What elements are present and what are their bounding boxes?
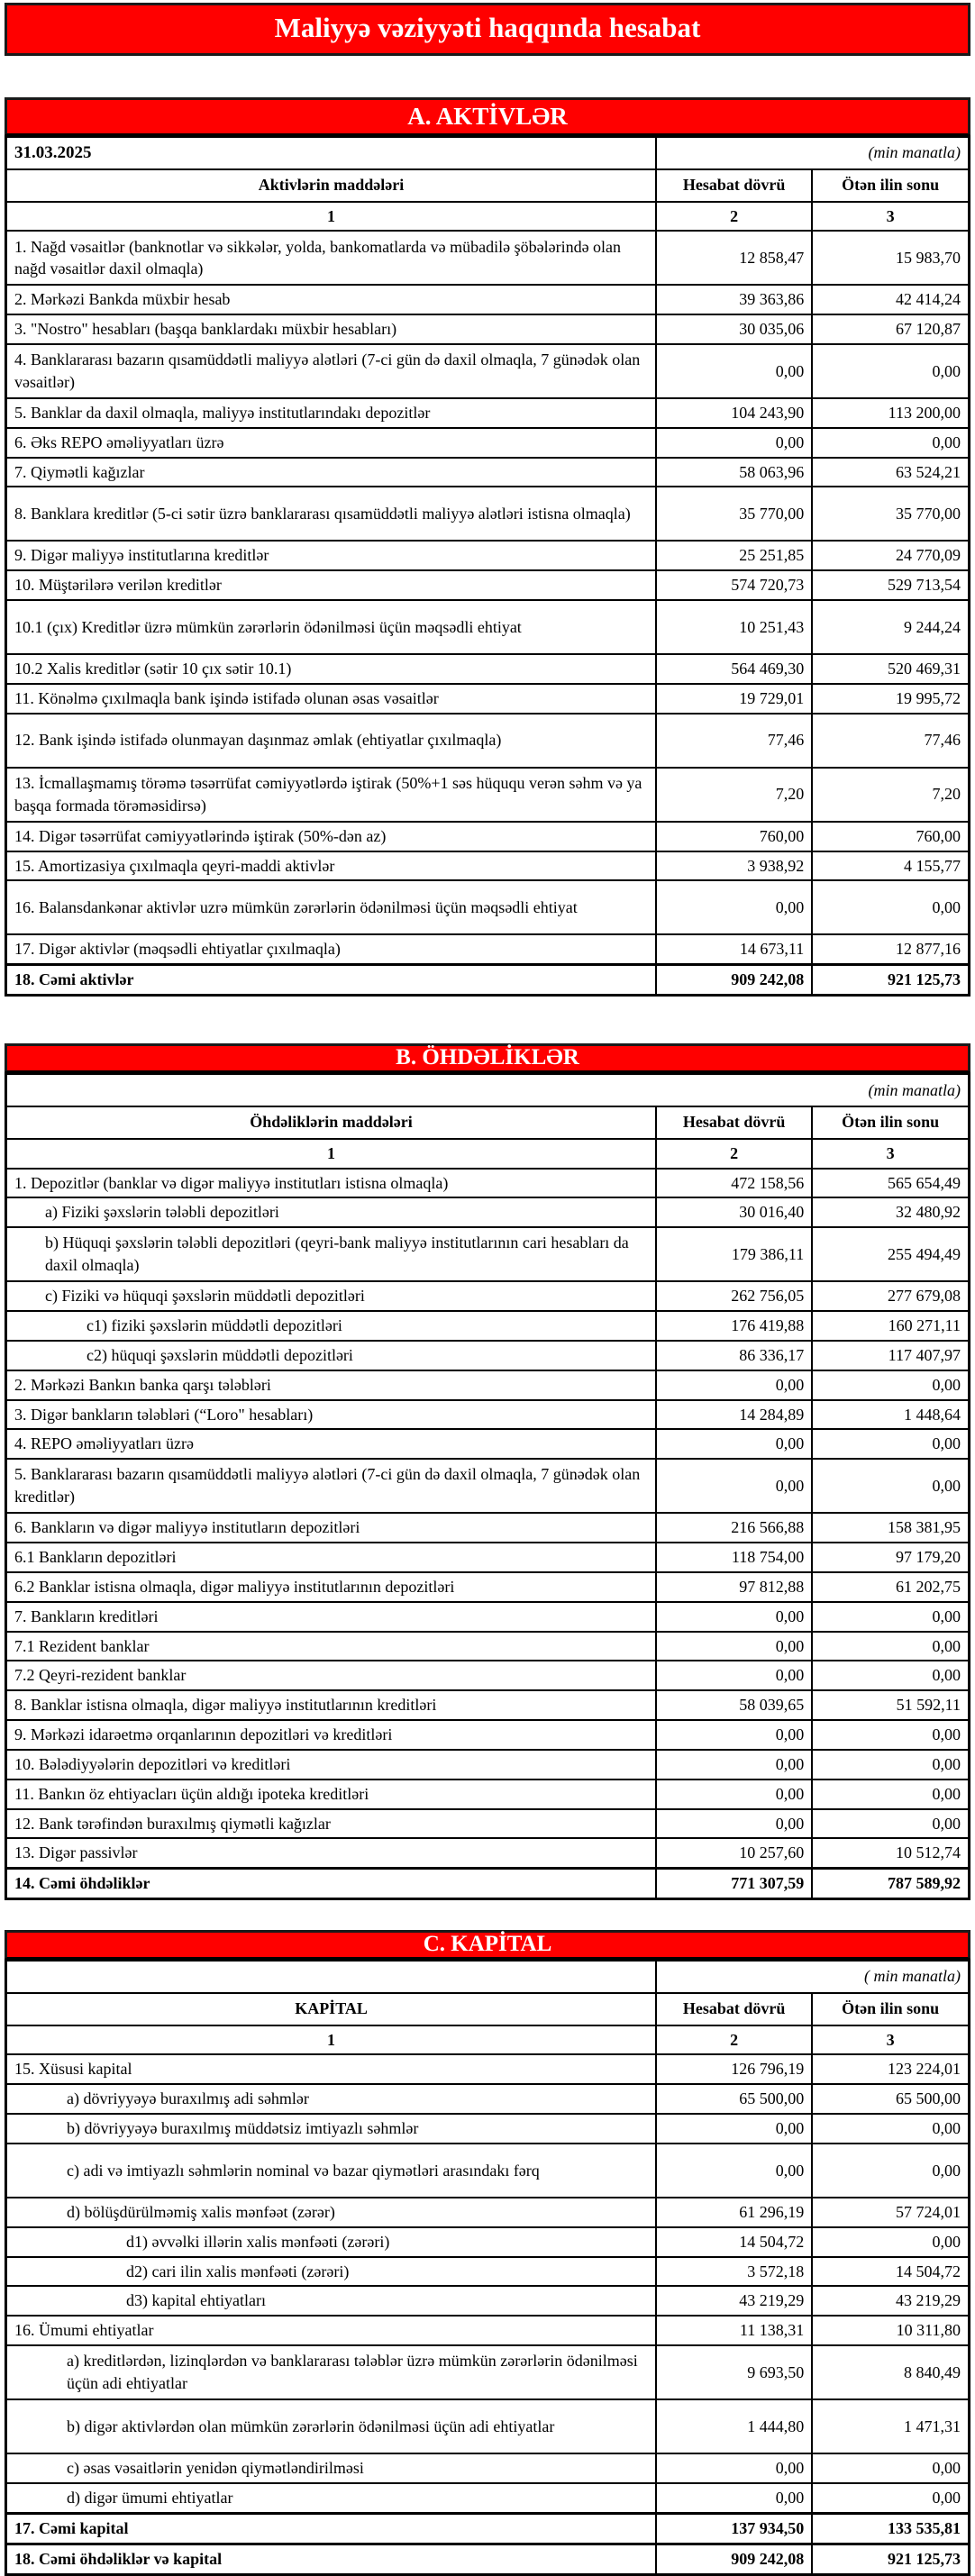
unit-note: ( min manatla) <box>656 1961 969 1993</box>
value-previous: 0,00 <box>812 2144 969 2198</box>
table-row <box>6 1690 970 1720</box>
value-previous: 133 535,81 <box>812 2513 969 2544</box>
row-label: 10.1 (çıx) Kreditlər üzrə mümkün zərərlərin ödənilməsi üçün məqsədli ehtiyat <box>6 600 657 654</box>
value-current: 0,00 <box>656 2483 812 2513</box>
value-previous: 0,00 <box>812 1459 969 1513</box>
table-row <box>6 1227 970 1281</box>
value-previous: 760,00 <box>812 822 969 851</box>
value-current: 216 566,88 <box>656 1513 812 1543</box>
row-label: d1) əvvəlki illərin xalis mənfəəti (zərəri) <box>6 2227 657 2257</box>
meta-row <box>6 1961 970 1993</box>
value-current: 1 444,80 <box>656 2399 812 2453</box>
meta-row <box>6 1074 970 1106</box>
row-label: c) adi və imtiyazlı səhmlərin nominal və bazar qiymətləri arasındakı fərq <box>6 2144 657 2198</box>
table-row <box>6 822 970 851</box>
value-current: 0,00 <box>656 1632 812 1661</box>
value-previous: 158 381,95 <box>812 1513 969 1543</box>
table-row <box>6 1341 970 1370</box>
table-row <box>6 1661 970 1690</box>
value-current: 58 063,96 <box>656 458 812 487</box>
row-label: 10. Müştərilərə verilən kreditlər <box>6 570 657 600</box>
value-previous: 0,00 <box>812 1780 969 1809</box>
value-current: 0,00 <box>656 428 812 458</box>
value-current: 564 469,30 <box>656 654 812 684</box>
row-label: 8. Banklar istisna olmaqla, digər maliyyə institutlarının kreditləri <box>6 1690 657 1720</box>
value-previous: 520 469,31 <box>812 654 969 684</box>
row-label: 13. İcmallaşmamış törəmə təsərrüfat cəmiyyətlərdə iştirak (50%+1 səs hüququ verən səhm və ya başqa formada törəməsidirsə) <box>6 768 657 822</box>
row-label: d) bölüşdürülməmiş xalis mənfəət (zərər) <box>6 2198 657 2227</box>
table-row <box>6 2399 970 2453</box>
col-header-previous: Ötən ilin sonu <box>812 1106 969 1139</box>
table-row <box>6 714 970 768</box>
col-index-3: 3 <box>812 2025 969 2055</box>
value-current: 86 336,17 <box>656 1341 812 1370</box>
col-index-3: 3 <box>812 1139 969 1169</box>
value-previous: 14 504,72 <box>812 2257 969 2287</box>
value-current: 9 693,50 <box>656 2345 812 2399</box>
value-current: 126 796,19 <box>656 2054 812 2084</box>
row-label: 18. Cəmi öhdəliklər və kapital <box>6 2544 657 2574</box>
value-current: 0,00 <box>656 1750 812 1780</box>
total-row <box>6 965 970 996</box>
section-b <box>5 1043 970 1900</box>
value-previous: 1 448,64 <box>812 1400 969 1430</box>
value-previous: 61 202,75 <box>812 1572 969 1602</box>
table-row <box>6 880 970 934</box>
row-label: 3. Digər bankların tələbləri (“Loro" hesabları) <box>6 1400 657 1430</box>
col-header-items: Öhdəliklərin maddələri <box>6 1106 657 1139</box>
row-label: 14. Digər təsərrüfat cəmiyyətlərində iştirak (50%-dən az) <box>6 822 657 851</box>
value-previous: 9 244,24 <box>812 600 969 654</box>
value-current: 909 242,08 <box>656 2544 812 2574</box>
section-heading-c: C. KAPİTAL <box>5 1930 970 1959</box>
row-label: 14. Cəmi öhdəliklər <box>6 1869 657 1899</box>
row-label: 8. Banklara kreditlər (5-ci sətir üzrə banklararası qısamüddətli maliyyə alətləri istisna olmaqla) <box>6 487 657 541</box>
value-previous: 113 200,00 <box>812 398 969 428</box>
value-current: 0,00 <box>656 1459 812 1513</box>
value-previous: 0,00 <box>812 2227 969 2257</box>
table-row <box>6 285 970 314</box>
table-row <box>6 231 970 285</box>
col-index-2: 2 <box>656 2025 812 2055</box>
value-previous: 0,00 <box>812 1750 969 1780</box>
table-row <box>6 768 970 822</box>
row-label: 6.2 Banklar istisna olmaqla, digər maliyyə institutlarının depozitləri <box>6 1572 657 1602</box>
value-current: 77,46 <box>656 714 812 768</box>
value-previous: 0,00 <box>812 1720 969 1750</box>
value-previous: 0,00 <box>812 428 969 458</box>
col-index-3: 3 <box>812 202 969 232</box>
value-current: 43 219,29 <box>656 2286 812 2316</box>
row-label: 2. Mərkəzi Bankın banka qarşı tələbləri <box>6 1370 657 1400</box>
row-label: 6.1 Bankların depozitləri <box>6 1543 657 1572</box>
table-row <box>6 1197 970 1227</box>
value-previous: 1 471,31 <box>812 2399 969 2453</box>
row-label: 1. Depozitlər (banklar və digər maliyyə institutları istisna olmaqla) <box>6 1169 657 1198</box>
value-current: 3 938,92 <box>656 851 812 881</box>
value-current: 0,00 <box>656 1720 812 1750</box>
row-label: a) Fiziki şəxslərin tələbli depozitləri <box>6 1197 657 1227</box>
value-previous: 921 125,73 <box>812 2544 969 2574</box>
value-previous: 63 524,21 <box>812 458 969 487</box>
value-previous: 15 983,70 <box>812 231 969 285</box>
value-previous: 65 500,00 <box>812 2084 969 2114</box>
value-current: 0,00 <box>656 1780 812 1809</box>
value-previous: 0,00 <box>812 1429 969 1459</box>
row-label: d2) cari ilin xalis mənfəəti (zərəri) <box>6 2257 657 2287</box>
col-header-current: Hesabat dövrü <box>656 169 812 202</box>
value-previous: 77,46 <box>812 714 969 768</box>
table-row <box>6 1809 970 1839</box>
value-previous: 529 713,54 <box>812 570 969 600</box>
value-current: 30 016,40 <box>656 1197 812 1227</box>
section-heading-b: B. ÖHDƏLİKLƏR <box>5 1043 970 1072</box>
row-label: c) Fiziki və hüquqi şəxslərin müddətli depozitləri <box>6 1281 657 1311</box>
value-current: 19 729,01 <box>656 684 812 714</box>
value-current: 3 572,18 <box>656 2257 812 2287</box>
value-previous: 10 512,74 <box>812 1838 969 1868</box>
table-row <box>6 1780 970 1809</box>
total-row <box>6 2513 970 2544</box>
value-current: 472 158,56 <box>656 1169 812 1198</box>
value-previous: 10 311,80 <box>812 2316 969 2345</box>
value-current: 262 756,05 <box>656 1281 812 1311</box>
col-header-current: Hesabat dövrü <box>656 1993 812 2025</box>
row-label: c) əsas vəsaitlərin yenidən qiymətləndirilməsi <box>6 2453 657 2483</box>
value-previous: 0,00 <box>812 2453 969 2483</box>
table-row <box>6 1513 970 1543</box>
value-previous: 4 155,77 <box>812 851 969 881</box>
column-index-row <box>6 202 970 232</box>
value-current: 7,20 <box>656 768 812 822</box>
row-label: 1. Nağd vəsaitlər (banknotlar və sikkələr, yolda, bankomatlarda və mübadilə şöbələrində olan nağd vəsaitlər daxil olmaqla) <box>6 231 657 285</box>
sections <box>5 97 970 2576</box>
col-header-previous: Ötən ilin sonu <box>812 169 969 202</box>
value-current: 0,00 <box>656 1602 812 1632</box>
row-label: 12. Bank işində istifadə olunmayan daşınmaz əmlak (ehtiyatlar çıxılmaqla) <box>6 714 657 768</box>
col-header-previous: Ötən ilin sonu <box>812 1993 969 2025</box>
value-current: 10 257,60 <box>656 1838 812 1868</box>
table-row <box>6 398 970 428</box>
row-label: 16. Balansdankənar aktivlər uzrə mümkün zərərlərin ödənilməsi üçün məqsədli ehtiyat <box>6 880 657 934</box>
value-current: 35 770,00 <box>656 487 812 541</box>
report-date <box>6 1961 657 1993</box>
value-previous: 0,00 <box>812 2483 969 2513</box>
value-previous: 43 219,29 <box>812 2286 969 2316</box>
column-index-row <box>6 2025 970 2055</box>
value-current: 14 504,72 <box>656 2227 812 2257</box>
table-row <box>6 2084 970 2114</box>
value-current: 12 858,47 <box>656 231 812 285</box>
row-label: b) digər aktivlərdən olan mümkün zərərlərin ödənilməsi üçün adi ehtiyatlar <box>6 2399 657 2453</box>
value-current: 176 419,88 <box>656 1311 812 1341</box>
value-previous: 7,20 <box>812 768 969 822</box>
table-row <box>6 2114 970 2144</box>
table-row <box>6 1720 970 1750</box>
value-current: 0,00 <box>656 1809 812 1839</box>
value-current: 909 242,08 <box>656 965 812 996</box>
report-date: 31.03.2025 <box>6 137 657 169</box>
col-index-2: 2 <box>656 1139 812 1169</box>
value-previous: 117 407,97 <box>812 1341 969 1370</box>
value-current: 137 934,50 <box>656 2513 812 2544</box>
table-row <box>6 1400 970 1430</box>
table-row <box>6 1750 970 1780</box>
value-current: 39 363,86 <box>656 285 812 314</box>
row-label: 15. Amortizasiya çıxılmaqla qeyri-maddi aktivlər <box>6 851 657 881</box>
row-label: 7.1 Rezident banklar <box>6 1632 657 1661</box>
value-current: 0,00 <box>656 1370 812 1400</box>
value-previous: 32 480,92 <box>812 1197 969 1227</box>
value-current: 30 035,06 <box>656 314 812 344</box>
row-label: c2) hüquqi şəxslərin müddətli depozitləri <box>6 1341 657 1370</box>
table-row <box>6 2345 970 2399</box>
table-row <box>6 2198 970 2227</box>
table-row <box>6 1543 970 1572</box>
value-current: 179 386,11 <box>656 1227 812 1281</box>
col-header-items: KAPİTAL <box>6 1993 657 2025</box>
table-row <box>6 1602 970 1632</box>
value-current: 0,00 <box>656 344 812 398</box>
row-label: 7. Bankların kreditləri <box>6 1602 657 1632</box>
row-label: a) kreditlərdən, lizinqlərdən və banklararası tələblər üzrə mümkün zərərlərin ödənilməsi üçün adi ehtiyatlar <box>6 2345 657 2399</box>
value-previous: 8 840,49 <box>812 2345 969 2399</box>
value-previous: 277 679,08 <box>812 1281 969 1311</box>
value-current: 0,00 <box>656 880 812 934</box>
table-row <box>6 1311 970 1341</box>
table-row <box>6 2453 970 2483</box>
table-row <box>6 2286 970 2316</box>
row-label: 13. Digər passivlər <box>6 1838 657 1868</box>
column-header-row <box>6 1993 970 2025</box>
value-previous: 0,00 <box>812 1809 969 1839</box>
value-current: 25 251,85 <box>656 541 812 570</box>
row-label: 7. Qiymətli kağızlar <box>6 458 657 487</box>
row-label: 11. Bankın öz ehtiyacları üçün aldığı ipoteka kreditləri <box>6 1780 657 1809</box>
row-label: a) dövriyyəyə buraxılmış adi səhmlər <box>6 2084 657 2114</box>
row-label: 12. Bank tərəfindən buraxılmış qiymətli kağızlar <box>6 1809 657 1839</box>
table-a <box>5 135 970 997</box>
value-current: 760,00 <box>656 822 812 851</box>
row-label: 15. Xüsusi kapital <box>6 2054 657 2084</box>
table-row <box>6 541 970 570</box>
table-row <box>6 1459 970 1513</box>
row-label: d3) kapital ehtiyatları <box>6 2286 657 2316</box>
value-previous: 0,00 <box>812 880 969 934</box>
col-index-2: 2 <box>656 202 812 232</box>
value-current: 14 673,11 <box>656 934 812 964</box>
value-previous: 255 494,49 <box>812 1227 969 1281</box>
table-row <box>6 851 970 881</box>
column-header-row <box>6 1106 970 1139</box>
value-current: 0,00 <box>656 2453 812 2483</box>
table-row <box>6 2054 970 2084</box>
col-index-1: 1 <box>6 202 657 232</box>
value-previous: 123 224,01 <box>812 2054 969 2084</box>
value-previous: 921 125,73 <box>812 965 969 996</box>
table-row <box>6 314 970 344</box>
table-c <box>5 1959 970 2576</box>
row-label: 9. Mərkəzi idarəetmə orqanlarının depozitləri və kreditləri <box>6 1720 657 1750</box>
value-previous: 787 589,92 <box>812 1869 969 1899</box>
value-previous: 160 271,11 <box>812 1311 969 1341</box>
row-label: 2. Mərkəzi Bankda müxbir hesab <box>6 285 657 314</box>
row-label: 3. "Nostro" hesabları (başqa banklardakı müxbir hesabları) <box>6 314 657 344</box>
table-row <box>6 1632 970 1661</box>
report-title: Maliyyə vəziyyəti haqqında hesabat <box>5 3 970 56</box>
value-current: 118 754,00 <box>656 1543 812 1572</box>
table-row <box>6 600 970 654</box>
table-row <box>6 684 970 714</box>
row-label: d) digər ümumi ehtiyatlar <box>6 2483 657 2513</box>
table-b <box>5 1072 970 1900</box>
row-label: 6. Bankların və digər maliyyə institutların depozitləri <box>6 1513 657 1543</box>
table-row <box>6 1169 970 1198</box>
value-current: 0,00 <box>656 1661 812 1690</box>
table-row <box>6 1572 970 1602</box>
row-label: b) Hüquqi şəxslərin tələbli depozitləri (qeyri-bank maliyyə institutlarının cari hesabları da daxil olmaqla) <box>6 1227 657 1281</box>
section-a <box>5 97 970 997</box>
row-label: 10.2 Xalis kreditlər (sətir 10 çıx sətir 10.1) <box>6 654 657 684</box>
table-row <box>6 458 970 487</box>
table-row <box>6 2257 970 2287</box>
value-current: 61 296,19 <box>656 2198 812 2227</box>
value-previous: 57 724,01 <box>812 2198 969 2227</box>
value-current: 0,00 <box>656 2114 812 2144</box>
value-previous: 12 877,16 <box>812 934 969 964</box>
table-row <box>6 428 970 458</box>
meta-row <box>6 137 970 169</box>
table-row <box>6 570 970 600</box>
value-current: 65 500,00 <box>656 2084 812 2114</box>
column-index-row <box>6 1139 970 1169</box>
value-current: 58 039,65 <box>656 1690 812 1720</box>
table-row <box>6 1370 970 1400</box>
value-previous: 0,00 <box>812 344 969 398</box>
table-row <box>6 1281 970 1311</box>
value-previous: 0,00 <box>812 2114 969 2144</box>
section-heading-a: A. AKTİVLƏR <box>5 97 970 135</box>
table-row <box>6 1429 970 1459</box>
col-header-current: Hesabat dövrü <box>656 1106 812 1139</box>
row-label: 17. Cəmi kapital <box>6 2513 657 2544</box>
value-previous: 24 770,09 <box>812 541 969 570</box>
row-label: 10. Bələdiyyələrin depozitləri və kreditləri <box>6 1750 657 1780</box>
section-c <box>5 1930 970 2576</box>
value-current: 771 307,59 <box>656 1869 812 1899</box>
col-index-1: 1 <box>6 2025 657 2055</box>
value-current: 104 243,90 <box>656 398 812 428</box>
row-label: 4. REPO əməliyyatları üzrə <box>6 1429 657 1459</box>
row-label: 17. Digər aktivlər (məqsədli ehtiyatlar çıxılmaqla) <box>6 934 657 964</box>
value-current: 0,00 <box>656 2144 812 2198</box>
col-header-items: Aktivlərin maddələri <box>6 169 657 202</box>
row-label: 11. Könəlmə çıxılmaqla bank işində istifadə olunan əsas vəsaitlər <box>6 684 657 714</box>
row-label: 6. Əks REPO əməliyyatları üzrə <box>6 428 657 458</box>
table-row <box>6 2144 970 2198</box>
row-label: 7.2 Qeyri-rezident banklar <box>6 1661 657 1690</box>
table-row <box>6 2316 970 2345</box>
value-previous: 97 179,20 <box>812 1543 969 1572</box>
table-row <box>6 344 970 398</box>
row-label: 5. Banklar da daxil olmaqla, maliyyə institutlarındakı depozitlər <box>6 398 657 428</box>
value-current: 10 251,43 <box>656 600 812 654</box>
row-label: 4. Banklararası bazarın qısamüddətli maliyyə alətləri (7-ci gün də daxil olmaqla, 7 günədək olan vəsaitlər) <box>6 344 657 398</box>
row-label: 5. Banklararası bazarın qısamüddətli maliyyə alətləri (7-ci gün də daxil olmaqla, 7 günədək olan kreditlər) <box>6 1459 657 1513</box>
value-current: 11 138,31 <box>656 2316 812 2345</box>
value-previous: 565 654,49 <box>812 1169 969 1198</box>
table-row <box>6 934 970 964</box>
value-previous: 42 414,24 <box>812 285 969 314</box>
value-current: 0,00 <box>656 1429 812 1459</box>
table-row <box>6 1838 970 1868</box>
value-previous: 0,00 <box>812 1602 969 1632</box>
value-previous: 0,00 <box>812 1661 969 1690</box>
row-label: c1) fiziki şəxslərin müddətli depozitləri <box>6 1311 657 1341</box>
value-current: 14 284,89 <box>656 1400 812 1430</box>
row-label: b) dövriyyəyə buraxılmış müddətsiz imtiyazlı səhmlər <box>6 2114 657 2144</box>
value-previous: 67 120,87 <box>812 314 969 344</box>
column-header-row <box>6 169 970 202</box>
table-row <box>6 654 970 684</box>
table-row <box>6 2483 970 2513</box>
value-previous: 19 995,72 <box>812 684 969 714</box>
value-previous: 35 770,00 <box>812 487 969 541</box>
col-index-1: 1 <box>6 1139 657 1169</box>
total-row <box>6 1869 970 1899</box>
table-row <box>6 2227 970 2257</box>
value-current: 97 812,88 <box>656 1572 812 1602</box>
table-row <box>6 487 970 541</box>
unit-note: (min manatla) <box>656 137 969 169</box>
value-previous: 51 592,11 <box>812 1690 969 1720</box>
unit-note: (min manatla) <box>6 1074 970 1106</box>
value-current: 574 720,73 <box>656 570 812 600</box>
total-row <box>6 2544 970 2574</box>
value-previous: 0,00 <box>812 1632 969 1661</box>
value-previous: 0,00 <box>812 1370 969 1400</box>
row-label: 16. Ümumi ehtiyatlar <box>6 2316 657 2345</box>
row-label: 9. Digər maliyyə institutlarına kreditlər <box>6 541 657 570</box>
row-label: 18. Cəmi aktivlər <box>6 965 657 996</box>
